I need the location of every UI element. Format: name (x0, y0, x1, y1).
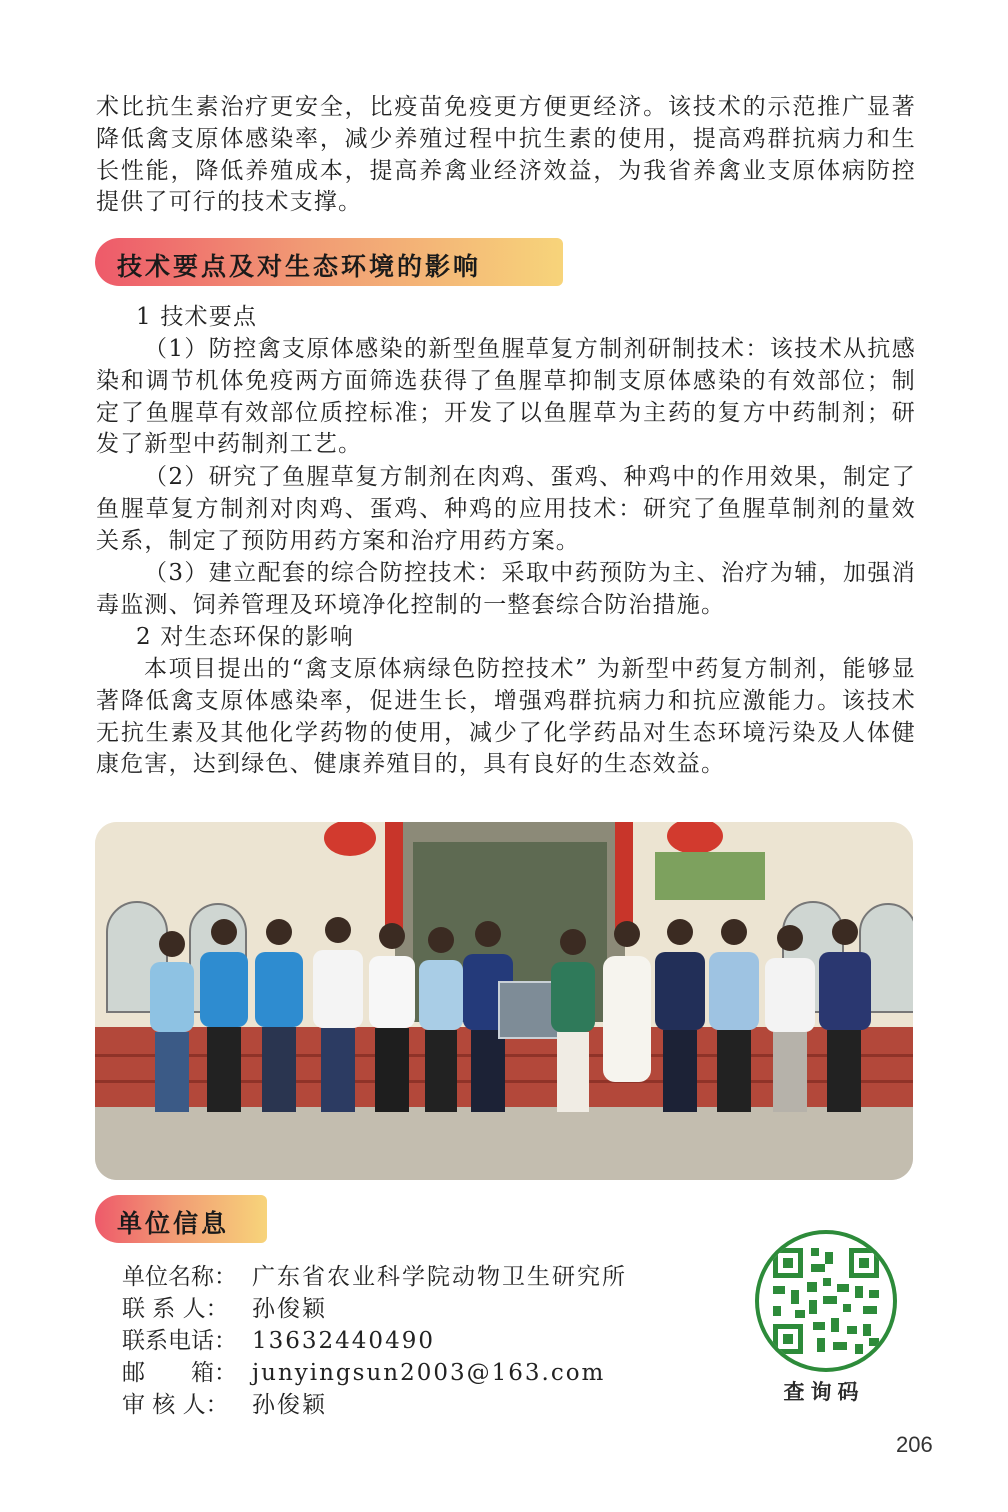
info-label: 单位名称： (122, 1264, 237, 1290)
qr-code-icon[interactable] (755, 1230, 897, 1372)
info-row-reviewer (122, 1386, 327, 1419)
qr-caption: 查询码 (783, 1380, 865, 1404)
paragraph-point-2: （2）研究了鱼腥草复方制剂在肉鸡、蛋鸡、种鸡中的作用效果，制定了鱼腥草复方制剂对肉鸡、蛋鸡、种鸡的应用技术：研究了鱼腥草制剂的量效关系，制定了预防用药方案和治疗用药方案。 (96, 464, 916, 554)
info-value: 孙俊颖 (252, 1296, 327, 1322)
paragraph-eco-impact: 本项目提出的“禽支原体病绿色防控技术” 为新型中药复方制剂，能够显著降低禽支原体感染率，促进生长，增强鸡群抗病力和抗应激能力。该技术无抗生素及其他化学药物的使用，减少了化学药品对生态环境污染及人体健康危害，达到绿色、健康养殖目的，具有良好的生态效益。 (96, 656, 916, 778)
info-row-email (122, 1354, 605, 1387)
paragraph-point-1: （1）防控禽支原体感染的新型鱼腥草复方制剂研制技术：该技术从抗感染和调节机体免疫两方面筛选获得了鱼腥草抑制支原体感染的有效部位；制定了鱼腥草有效部位质控标准；开发了以鱼腥草为主药的复方中药制剂；研发了新型中药制剂工艺。 (96, 336, 916, 458)
section-heading-technology (95, 238, 563, 286)
subheading-tech-points: 1 技术要点 (136, 304, 258, 330)
section-heading-unit-info (95, 1195, 267, 1243)
info-label: 联 系 人： (122, 1296, 229, 1322)
paragraph-point-3: （3）建立配套的综合防控技术：采取中药预防为主、治疗为辅，加强消毒监测、饲养管理及环境净化控制的一整套综合防治措施。 (96, 560, 916, 618)
intro-paragraph: 术比抗生素治疗更安全，比疫苗免疫更方便更经济。该技术的示范推广显著降低禽支原体感染率，减少养殖过程中抗生素的使用，提高鸡群抗病力和生长性能，降低养殖成本，提高养禽业经济效益，为我省养禽业支原体病防控提供了可行的技术支撑。 (96, 94, 916, 216)
group-photo-illustration (95, 822, 913, 1180)
page-number: 206 (896, 1432, 933, 1457)
subheading-eco-impact: 2 对生态环保的影响 (136, 624, 354, 650)
group-photo (95, 822, 913, 1180)
info-value: 广东省农业科学院动物卫生研究所 (252, 1264, 627, 1290)
info-row-unit-name (122, 1258, 627, 1291)
info-label: 联系电话： (122, 1328, 237, 1354)
section-heading-title: 技术要点及对生态环境的影响 (117, 252, 482, 281)
info-label: 审 核 人： (122, 1392, 229, 1418)
info-label: 邮 箱： (122, 1360, 237, 1386)
info-value: 13632440490 (252, 1328, 435, 1354)
info-row-phone (122, 1322, 435, 1355)
info-row-contact (122, 1290, 327, 1323)
info-value: 孙俊颖 (252, 1392, 327, 1418)
info-value[interactable]: junyingsun2003@163.com (252, 1360, 606, 1386)
section-heading-title: 单位信息 (117, 1209, 230, 1238)
